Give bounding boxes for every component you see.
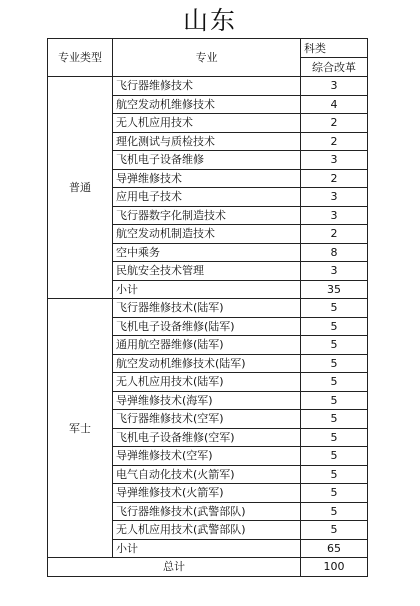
value-cell: 5 bbox=[301, 317, 368, 336]
header-type: 专业类型 bbox=[48, 39, 113, 77]
value-cell: 2 bbox=[301, 114, 368, 133]
value-cell: 5 bbox=[301, 447, 368, 466]
total-row bbox=[48, 558, 368, 577]
header-subcategory: 综合改革 bbox=[301, 58, 368, 77]
value-cell: 65 bbox=[301, 539, 368, 558]
value-cell: 5 bbox=[301, 465, 368, 484]
major-cell: 无人机应用技术(武警部队) bbox=[113, 521, 301, 540]
value-cell: 35 bbox=[301, 280, 368, 299]
value-cell: 3 bbox=[301, 206, 368, 225]
value-cell: 5 bbox=[301, 502, 368, 521]
enrollment-table bbox=[47, 38, 368, 577]
major-cell: 飞行器维修技术(空军) bbox=[113, 410, 301, 429]
major-cell: 航空发动机维修技术 bbox=[113, 95, 301, 114]
major-cell: 小计 bbox=[113, 539, 301, 558]
value-cell: 5 bbox=[301, 428, 368, 447]
value-cell: 3 bbox=[301, 77, 368, 96]
major-cell: 飞机电子设备维修 bbox=[113, 151, 301, 170]
page-title: 山东 bbox=[182, 6, 237, 35]
value-cell: 2 bbox=[301, 169, 368, 188]
value-cell: 2 bbox=[301, 225, 368, 244]
value-cell: 2 bbox=[301, 132, 368, 151]
major-cell: 无人机应用技术 bbox=[113, 114, 301, 133]
major-cell: 民航安全技术管理 bbox=[113, 262, 301, 281]
total-label: 总计 bbox=[48, 558, 301, 577]
value-cell: 3 bbox=[301, 151, 368, 170]
major-cell: 飞行器维修技术(武警部队) bbox=[113, 502, 301, 521]
value-cell: 3 bbox=[301, 262, 368, 281]
value-cell: 5 bbox=[301, 336, 368, 355]
header-row bbox=[48, 39, 368, 58]
major-cell: 空中乘务 bbox=[113, 243, 301, 262]
value-cell: 5 bbox=[301, 521, 368, 540]
major-cell: 应用电子技术 bbox=[113, 188, 301, 207]
table-body bbox=[48, 39, 368, 577]
major-cell: 小计 bbox=[113, 280, 301, 299]
major-cell: 导弹维修技术 bbox=[113, 169, 301, 188]
value-cell: 8 bbox=[301, 243, 368, 262]
major-cell: 通用航空器维修(陆军) bbox=[113, 336, 301, 355]
table-row bbox=[48, 299, 368, 318]
group-name-cell: 普通 bbox=[48, 77, 113, 299]
major-cell: 飞机电子设备维修(空军) bbox=[113, 428, 301, 447]
group-name-cell: 军士 bbox=[48, 299, 113, 558]
value-cell: 5 bbox=[301, 299, 368, 318]
major-cell: 航空发动机制造技术 bbox=[113, 225, 301, 244]
major-cell: 航空发动机维修技术(陆军) bbox=[113, 354, 301, 373]
major-cell: 理化测试与质检技术 bbox=[113, 132, 301, 151]
value-cell: 3 bbox=[301, 188, 368, 207]
major-cell: 飞机电子设备维修(陆军) bbox=[113, 317, 301, 336]
value-cell: 5 bbox=[301, 410, 368, 429]
major-cell: 导弹维修技术(空军) bbox=[113, 447, 301, 466]
major-cell: 导弹维修技术(海军) bbox=[113, 391, 301, 410]
major-cell: 电气自动化技术(火箭军) bbox=[113, 465, 301, 484]
major-cell: 飞行器维修技术(陆军) bbox=[113, 299, 301, 318]
value-cell: 5 bbox=[301, 391, 368, 410]
header-category: 科类 bbox=[301, 39, 368, 58]
major-cell: 无人机应用技术(陆军) bbox=[113, 373, 301, 392]
major-cell: 飞行器维修技术 bbox=[113, 77, 301, 96]
value-cell: 5 bbox=[301, 373, 368, 392]
major-cell: 导弹维修技术(火箭军) bbox=[113, 484, 301, 503]
major-cell: 飞行器数字化制造技术 bbox=[113, 206, 301, 225]
header-major: 专业 bbox=[113, 39, 301, 77]
total-value: 100 bbox=[301, 558, 368, 577]
table-row bbox=[48, 77, 368, 96]
value-cell: 5 bbox=[301, 484, 368, 503]
value-cell: 5 bbox=[301, 354, 368, 373]
value-cell: 4 bbox=[301, 95, 368, 114]
